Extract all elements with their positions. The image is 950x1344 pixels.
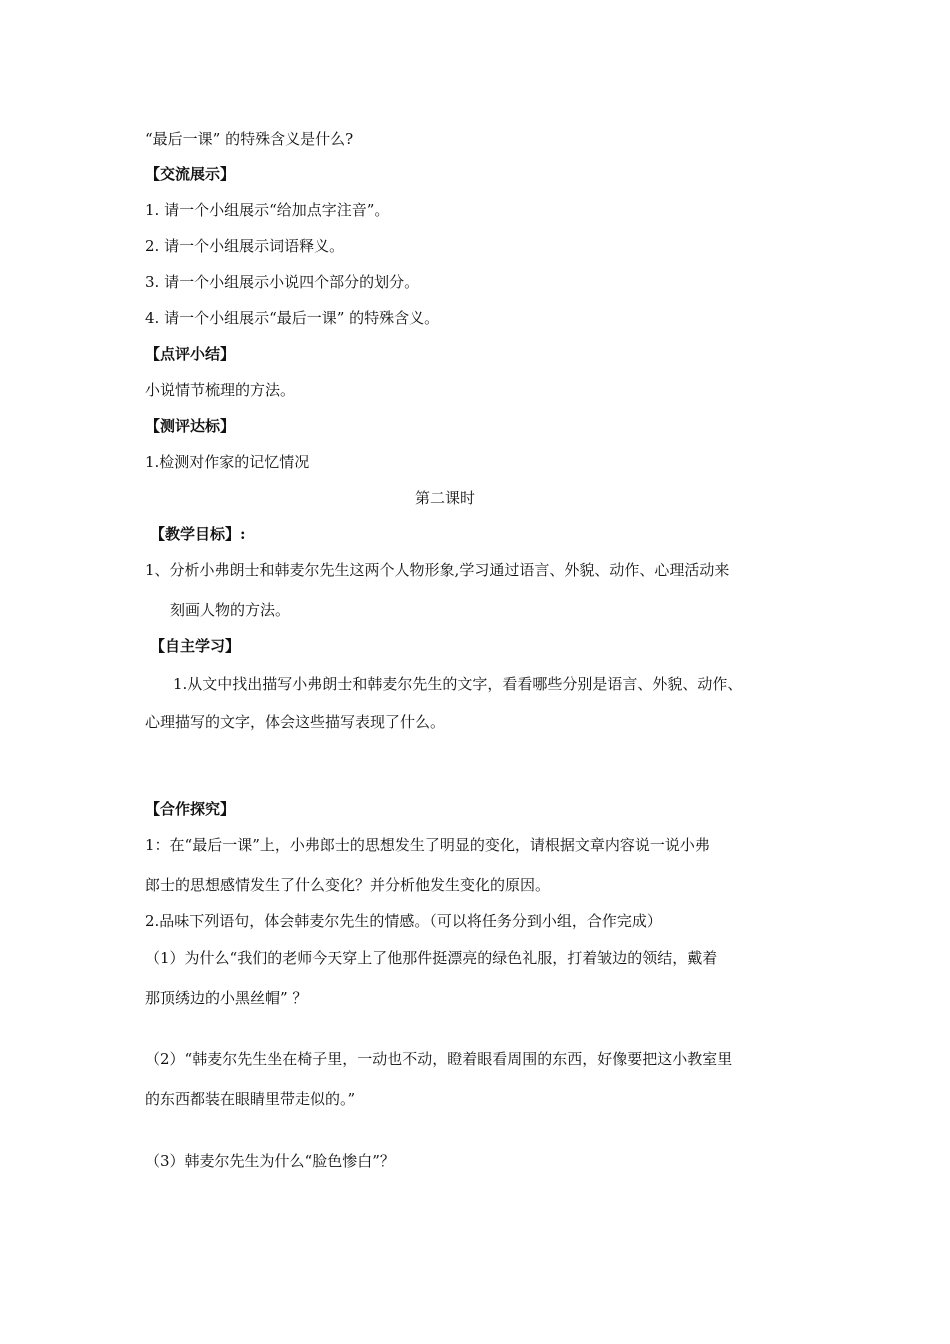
paragraph: 那顶绣边的小黑丝帽” ？ [145,989,308,1007]
paragraph: 1.从文中找出描写小弗朗士和韩麦尔先生的文字，看看哪些分别是语言、外貌、动作、 [173,675,743,693]
list-item: 4. 请一个小组展示“最后一课” 的特殊含义。 [145,309,440,327]
section-title: 第二课时 [414,489,475,507]
paragraph: 郎士的思想感情发生了什么变化？并分析他发生变化的原因。 [145,876,551,894]
paragraph: 小说情节梳理的方法。 [145,381,296,399]
paragraph: 的东西都装在眼睛里带走似的。” [145,1090,356,1108]
paragraph: （1）为什么“我们的老师今天穿上了他那件挺漂亮的绿色礼服，打着皱边的领结，戴着 [145,949,718,967]
paragraph: 刻画人物的方法。 [170,601,291,619]
paragraph: （2）“韩麦尔先生坐在椅子里，一动也不动，瞪着眼看周围的东西，好像要把这小教室里 [145,1050,733,1068]
heading-dianping-xiaojie: 【点评小结】 [145,345,236,363]
paragraph: （3）韩麦尔先生为什么“脸色惨白”？ [145,1152,395,1170]
heading-ceping-dabiao: 【测评达标】 [145,417,236,435]
list-item: 1.检测对作家的记忆情况 [145,453,310,471]
heading-jiaoxue-mubiao: 【教学目标】: [150,525,246,543]
question-line: “最后一课” 的特殊含义是什么? [145,130,354,148]
list-item: 2. 请一个小组展示词语释义。 [145,237,345,255]
heading-jiaoliu-zhanshi: 【交流展示】 [145,165,236,183]
paragraph: 心理描写的文字，体会这些描写表现了什么。 [145,713,446,731]
list-item: 1. 请一个小组展示“给加点字注音”。 [145,201,390,219]
paragraph: 1、分析小弗朗士和韩麦尔先生这两个人物形象,学习通过语言、外貌、动作、心理活动来 [145,561,730,579]
paragraph: 2.品味下列语句，体会韩麦尔先生的情感。（可以将任务分到小组，合作完成） [145,912,662,930]
heading-hezuo-tanjiu: 【合作探究】 [145,800,236,818]
heading-zizhu-xuexi: 【自主学习】 [150,637,241,655]
list-item: 3. 请一个小组展示小说四个部分的划分。 [145,273,420,291]
paragraph: 1：在“最后一课”上，小弗郎士的思想发生了明显的变化，请根据文章内容说一说小弗 [145,836,710,854]
